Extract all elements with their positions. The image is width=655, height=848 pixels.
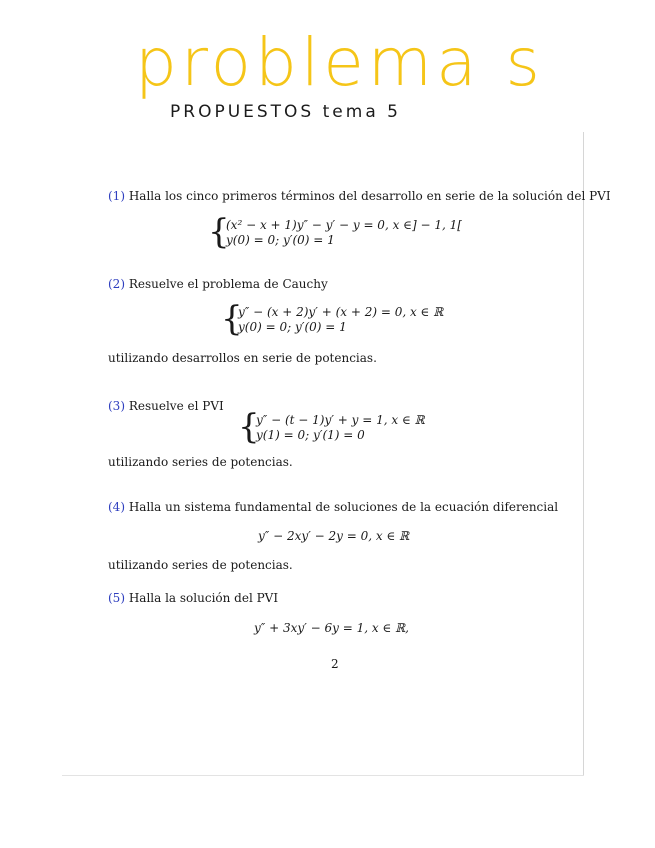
problem-5-heading — [108, 590, 278, 606]
problem-3-after-text: utilizando series de potencias. — [108, 455, 293, 469]
page-number: 2 — [331, 657, 339, 671]
problem-2-equation: y″ − (x + 2)y′ + (x + 2) = 0, x ∈ ℝ — [238, 305, 444, 319]
problem-2-brace: { — [221, 299, 243, 339]
problem-4-equation: y″ − 2xy′ − 2y = 0, x ∈ ℝ — [258, 529, 410, 543]
problem-1-brace: { — [208, 212, 230, 252]
problem-2-text: Resuelve el problema de Cauchy — [128, 277, 328, 291]
handwritten-subtitle: PROPUESTOS tema 5 — [170, 102, 401, 122]
problem-2-heading — [108, 276, 328, 292]
problem-1-heading — [108, 188, 611, 204]
problem-4-text: Halla un sistema fundamental de soluciones de la ecuación diferencial — [128, 500, 559, 514]
problem-3-equation: y″ − (t − 1)y′ + y = 1, x ∈ ℝ — [256, 413, 425, 427]
problem-2-number: (2) — [108, 277, 125, 291]
problem-1-system — [226, 218, 462, 248]
problem-1-conditions: y(0) = 0; y′(0) = 1 — [226, 233, 335, 247]
problem-4-heading — [108, 499, 558, 515]
problem-1-number: (1) — [108, 189, 125, 203]
problem-4-after-text: utilizando series de potencias. — [108, 558, 293, 572]
problem-5-equation: y″ + 3xy′ − 6y = 1, x ∈ ℝ, — [254, 621, 409, 635]
problem-4-number: (4) — [108, 500, 125, 514]
problem-3-conditions: y(1) = 0; y′(1) = 0 — [256, 428, 365, 442]
problem-3-number: (3) — [108, 399, 125, 413]
problem-5-text: Halla la solución del PVI — [128, 591, 279, 605]
page-edge-right — [583, 132, 584, 776]
problem-1-text: Halla los cinco primeros términos del desarrollo en serie de la solución del PVI — [128, 189, 611, 203]
problem-2-conditions: y(0) = 0; y′(0) = 1 — [238, 320, 347, 334]
problem-3-text: Resuelve el PVI — [128, 399, 224, 413]
problem-2-after-text: utilizando desarrollos en serie de potencias. — [108, 351, 377, 365]
problem-3-system — [256, 413, 425, 443]
page-edge-bottom — [62, 775, 584, 776]
handwritten-title: problema s — [135, 24, 544, 101]
problem-3-heading — [108, 398, 224, 414]
problem-2-system — [238, 305, 443, 335]
problem-5-number: (5) — [108, 591, 125, 605]
problem-3-brace: { — [238, 407, 260, 447]
problem-1-equation: (x² − x + 1)y″ − y′ − y = 0, x ∈] − 1, 1[ — [226, 218, 462, 232]
